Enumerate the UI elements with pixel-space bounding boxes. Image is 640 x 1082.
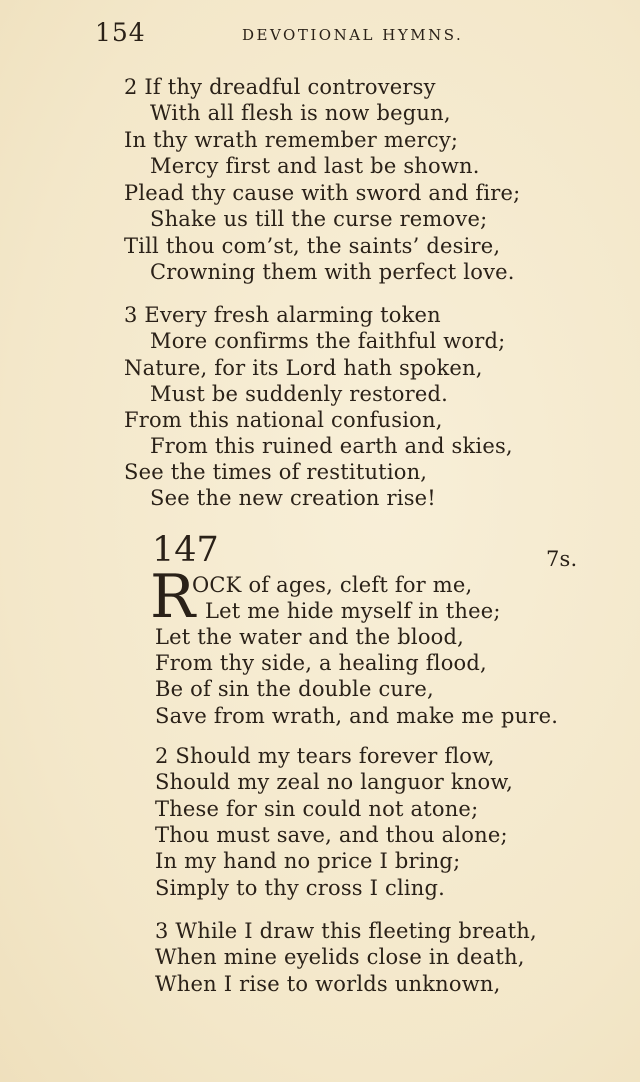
verse-line: Should my zeal no languor know, <box>155 770 513 794</box>
verse-line: Thou must save, and thou alone; <box>155 823 508 847</box>
page-number: 154 <box>95 18 146 47</box>
hymn-number: 147 <box>152 530 219 570</box>
verse-line: Till thou com’st, the saints’ desire, <box>124 234 501 258</box>
verse-line: From thy side, a healing flood, <box>155 651 487 675</box>
verse-line: 2 Should my tears forever flow, <box>155 744 495 768</box>
running-title: DEVOTIONAL HYMNS. <box>242 26 464 44</box>
verse-line: In thy wrath remember mercy; <box>124 128 459 152</box>
verse-line: Crowning them with perfect love. <box>150 260 515 284</box>
verse-line: Simply to thy cross I cling. <box>155 876 446 900</box>
verse-line: More confirms the faithful word; <box>150 329 506 353</box>
verse-line: 3 Every fresh alarming token <box>124 303 441 327</box>
verse-line: In my hand no price I bring; <box>155 849 461 873</box>
verse-line: Must be suddenly restored. <box>150 382 448 406</box>
page-header <box>95 18 495 48</box>
verse-line: Nature, for its Lord hath spoken, <box>124 356 483 380</box>
verse-line: When I rise to worlds unknown, <box>155 972 501 996</box>
verse-line: See the times of restitution, <box>124 460 428 484</box>
verse-line: 3 While I draw this fleeting breath, <box>155 919 537 943</box>
drop-cap: R <box>150 562 196 632</box>
verse-line: Save from wrath, and make me pure. <box>155 704 559 728</box>
verse-line: Plead thy cause with sword and fire; <box>124 181 521 205</box>
verse-line: Mercy first and last be shown. <box>150 154 480 178</box>
verse-line: Shake us till the curse remove; <box>150 207 488 231</box>
verse-line: With all flesh is now begun, <box>150 101 451 125</box>
verse-line: From this ruined earth and skies, <box>150 434 513 458</box>
verse-line: 2 If thy dreadful controversy <box>124 75 436 99</box>
verse-line: See the new creation rise! <box>150 486 436 510</box>
verse-line: Let the water and the blood, <box>155 625 465 649</box>
verse-line: Be of sin the double cure, <box>155 677 434 701</box>
verse-line: OCK of ages, cleft for me, <box>192 573 473 597</box>
verse-line: These for sin could not atone; <box>155 797 479 821</box>
hymn-meter: 7s. <box>546 547 578 571</box>
verse-line: From this national confusion, <box>124 408 443 432</box>
verse-line: Let me hide myself in thee; <box>205 599 501 623</box>
verse-line: When mine eyelids close in death, <box>155 945 525 969</box>
